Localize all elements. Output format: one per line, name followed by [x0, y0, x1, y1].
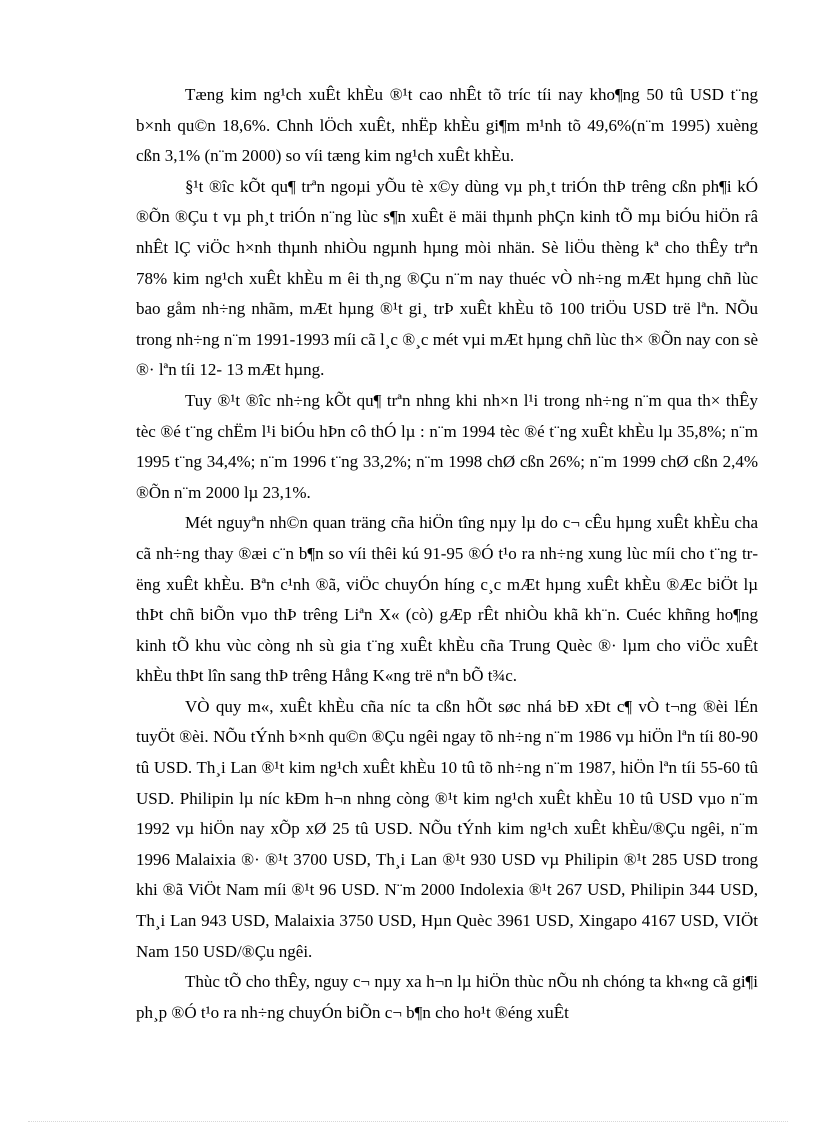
paragraph-4: Mét nguyªn nh©n quan träng cña hiÖn tîng nµy lµ do c¬ cÊu hµng xuÊt khÈu cha cã nh÷ng thay ®æi c¨n b¶n so víi thêi kú 91-95 ®Ó t¹o ra nh÷ng xung lùc míi cho t¨ng trëng xuÊt khÈu. Bªn c¹nh ®ã, viÖc chuyÓn híng c¸c mÆt hµng xuÊt khÈu ®Æc biÖt lµ thÞt chñ biÕn vµo thÞ trêng Liªn X« (cò) gÆp rÊt nhiÒu khã kh¨n. Cuéc khñng ho¶ng kinh tÕ khu vùc còng nh sù gia t¨ng xuÊt khÈu cña Trung Quèc ®· lµm cho viÖc xuÊt khÈu thÞt lîn sang thÞ trêng Hång K«ng trë nªn bÕ t¾c. [136, 513, 758, 686]
paragraph-5: VÒ quy m«, xuÊt khÈu cña níc ta cßn hÕt søc nhá bÐ xÐt c¶ vÒ t¬ng ®èi lÉn tuyÖt ®èi. NÕu tÝnh b×nh qu©n ®Çu ngêi ngay tõ nh÷ng n¨m 1986 vµ hiÖn lªn tíi 80-90 tû USD. Th¸i Lan ®¹t kim ng¹ch xuÊt khÈu 10 tû tõ nh÷ng n¨m 1987, hiÖn lªn tíi 55-60 tû USD. Philipin lµ níc kÐm h¬n nhng còng ®¹t kim ng¹ch xuÊt khÈu 10 tû USD vµo n¨m 1992 vµ hiÖn nay xÕp xØ 25 tû USD. NÕu tÝnh kim ng¹ch xuÊt khÈu/®Çu ngêi, n¨m 1996 Malaixia ®· ®¹t 3700 USD, Th¸i Lan ®¹t 930 USD vµ Philipin ®¹t 285 USD trong khi ®ã ViÖt Nam míi ®¹t 96 USD. N¨m 2000 Indolexia ®¹t 267 USD, Philipin 344 USD, Th¸i Lan 943 USD, Malaixia 3750 USD, Hµn Quèc 3961 USD, Xingapo 4167 USD, VIÖt Nam 150 USD/®Çu ngêi. [136, 696, 758, 961]
page-bottom-divider [28, 1121, 788, 1122]
document-page [136, 80, 758, 1028]
paragraph-6: Thùc tÕ cho thÊy, nguy c¬ nµy xa h¬n lµ hiÖn thùc nÕu nh chóng ta kh«ng cã gi¶i ph¸p ®Ó t¹o ra nh÷ng chuyÓn biÕn c¬ b¶n cho ho¹t ®éng xuÊt [136, 972, 758, 1022]
paragraph-3: Tuy ®¹t ®îc nh÷ng kÕt qu¶ trªn nhng khi nh×n l¹i trong nh÷ng n¨m qua th× thÊy tèc ®é t¨ng chËm l¹i biÓu hÞn cô thÓ lµ : n¨m 1994 tèc ®é t¨ng xuÊt khÈu lµ 35,8%; n¨m 1995 t¨ng 34,4%; n¨m 1996 t¨ng 33,2%; n¨m 1998 chØ cßn 26%; n¨m 1999 chØ cßn 2,4% ®Õn n¨m 2000 lµ 23,1%. [136, 390, 758, 502]
paragraph-2: §¹t ®îc kÕt qu¶ trªn ngoµi yÕu tè x©y dùng vµ ph¸t triÓn thÞ trêng cßn ph¶i kÓ ®Õn ®Çu t vµ ph¸t triÓn n¨ng lùc s¶n xuÊt ë mäi thµnh phÇn kinh tÕ mµ biÓu hiÖn râ nhÊt lÇ viÖc h×nh thµnh nhiÒu ngµnh hµng mòi nhän. Sè liÖu thèng kª cho thÊy trªn 78% kim ng¹ch xuÊt khÈu m êi th¸ng ®Çu n¨m nay thuéc vÒ nh÷ng mÆt hµng chñ lùc bao gåm nh÷ng nhãm, mÆt hµng ®¹t gi¸ trÞ xuÊt khÈu tõ 100 triÖu USD trë lªn. NÕu trong nh÷ng n¨m 1991-1993 míi cã l¸c ®¸c mét vµi mÆt hµng chñ lùc th× ®Õn nay con sè ®· lªn tíi 12- 13 mÆt hµng. [136, 176, 758, 380]
paragraph-1: Tæng kim ng¹ch xuÊt khÈu ®¹t cao nhÊt tõ tríc tíi nay kho¶ng 50 tû USD t¨ng b×nh qu©n 18,6%. Chnh lÖch xuÊt, nhËp khÈu gi¶m m¹nh tõ 49,6%(n¨m 1995) xuèng cßn 3,1% (n¨m 2000) so víi tæng kim ng¹ch xuÊt khÈu. [136, 85, 758, 166]
